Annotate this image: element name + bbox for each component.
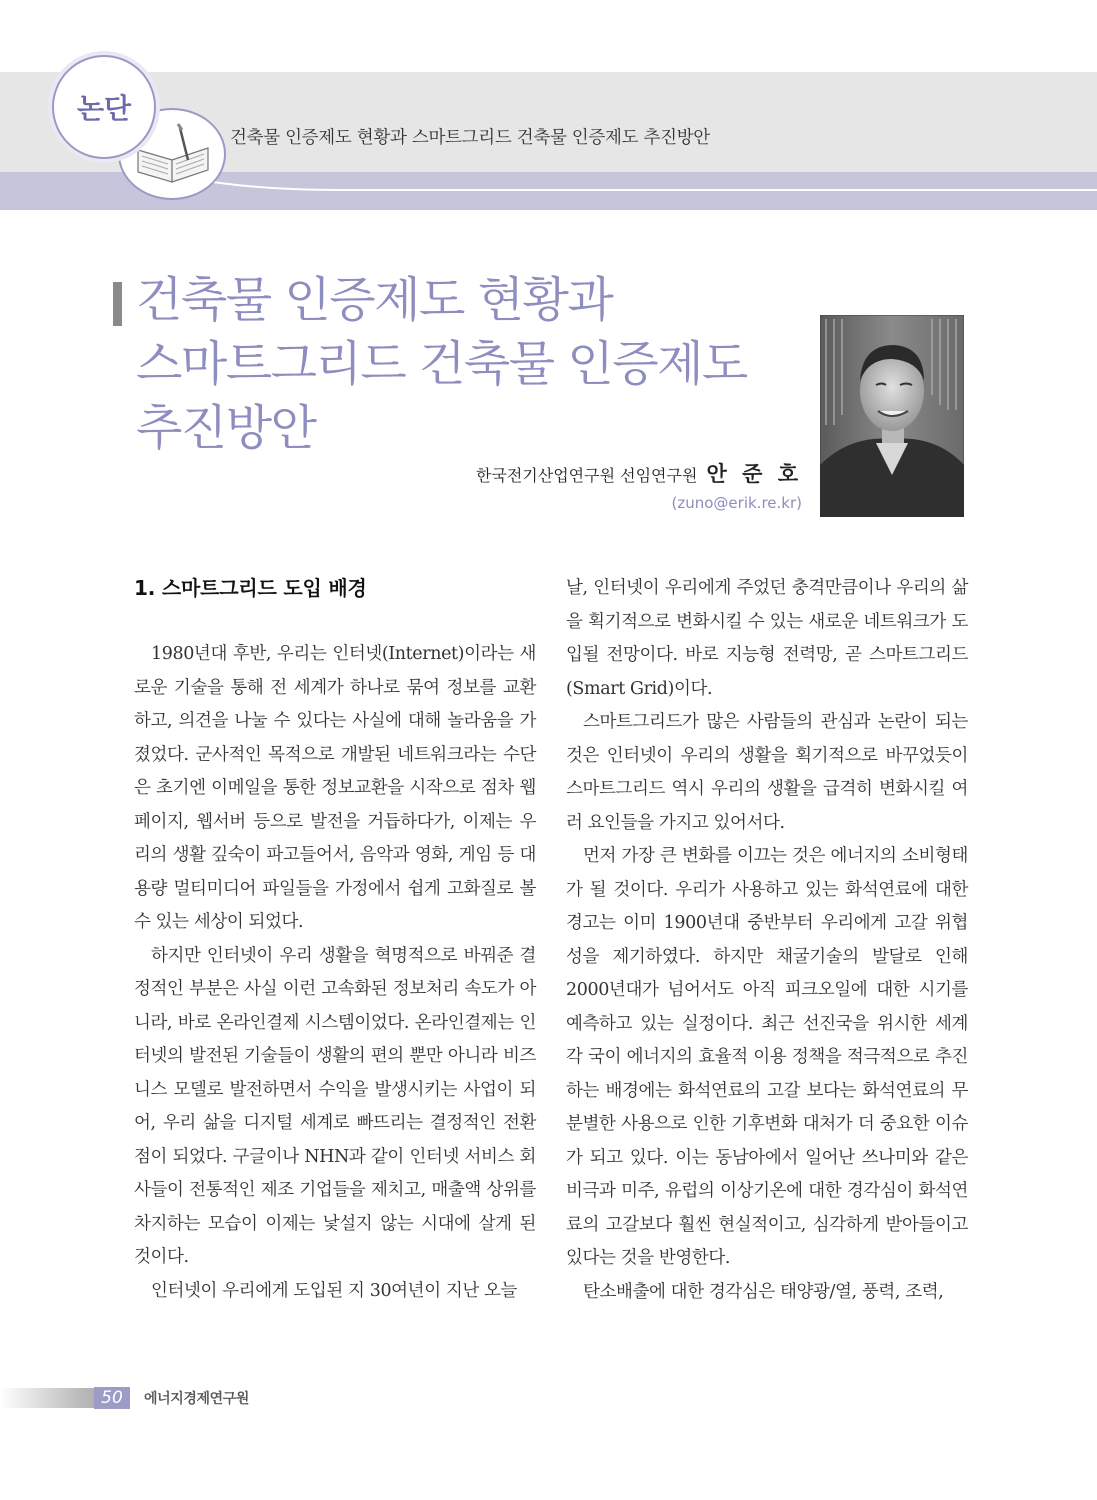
author-name: 안 준 호 xyxy=(706,462,802,486)
header-curve-decoration xyxy=(140,150,1097,210)
body-paragraph: 날, 인터넷이 우리에게 주었던 충격만큼이나 우리의 삶을 획기적으로 변화시킬 수 있는 새로운 네트워크가 도입될 전망이다. 바로 지능형 전력망, 곧 스마트그리드(Smart Grid)이다. xyxy=(566,578,968,699)
body-paragraph: 하지만 인터넷이 우리 생활을 혁명적으로 바꿔준 결정적인 부분은 사실 이런 고속화된 정보처리 속도가 아니라, 바로 온라인결제 시스템이었다. 온라인결제는 인터넷의 발전된 기술들이 생활의 편의 뿐만 아니라 비즈니스 모델로 발전하면서 수익을 발생시키는 사업이 되어, 우리 삶을 디지털 세계로 빠뜨리는 결정적인 전환점이 되었다. 구글이나 NHN과 같이 인터넷 서비스 회사들이 전통적인 제조 기업들을 제치고, 매출액 상위를 차지하는 모습이 이제는 낯설지 않는 시대에 살게 된 것이다. xyxy=(134,945,536,1267)
body-paragraph: 1980년대 후반, 우리는 인터넷(Internet)이라는 새로운 기술을 통해 전 세계가 하나로 묶여 정보를 교환하고, 의견을 나눌 수 있다는 사실에 대해 놀라움을 가졌었다. 군사적인 목적으로 개발된 네트워크라는 수단은 초기엔 이메일을 통한 정보교환을 시작으로 점차 웹페이지, 웹서버 등으로 발전을 거듭하다가, 이제는 우리의 생활 깊숙이 파고들어서, 음악과 영화, 게임 등 대용량 멀티미디어 파일들을 가정에서 쉽게 고화질로 볼 수 있는 세상이 되었다. xyxy=(134,644,536,932)
body-paragraph: 먼저 가장 큰 변화를 이끄는 것은 에너지의 소비형태가 될 것이다. 우리가 사용하고 있는 화석연료에 대한 경고는 이미 1900년대 중반부터 우리에게 고갈 위협성을 제기하였다. 하지만 채굴기술의 발달로 인해 2000년대가 넘어서도 아직 피크오일에 대한 시기를 예측하고 있는 실정이다. 최근 선진국을 위시한 세계 각 국이 에너지의 효율적 이용 정책을 적극적으로 추진하는 배경에는 화석연료의 고갈 보다는 화석연료의 무분별한 사용으로 인한 기후변화 대처가 더 중요한 이슈가 되고 있다. 이는 동남아에서 일어난 쓰나미와 같은 비극과 미주, 유럽의 이상기온에 대한 경각심이 화석연료의 고갈보다 훨씬 현실적이고, 심각하게 받아들이고 있다는 것을 반영한다. xyxy=(566,846,968,1268)
article-title xyxy=(136,268,747,460)
author-affiliation: 한국전기산업연구원 선임연구원 xyxy=(475,466,698,485)
article-title-line: 건축물 인증제도 현황과 xyxy=(136,272,613,328)
article-title-line: 스마트그리드 건축물 인증제도 xyxy=(136,336,747,392)
author-email: (zuno@erik.re.kr) xyxy=(671,494,802,512)
title-bar-decoration xyxy=(113,282,122,326)
body-paragraph: 스마트그리드가 많은 사람들의 관심과 논란이 되는 것은 인터넷이 우리의 생활을 획기적으로 바꾸었듯이 스마트그리드 역시 우리의 생활을 급격히 변화시킬 여러 요인들을 가지고 있어서다. xyxy=(566,712,968,833)
body-column-left xyxy=(134,572,536,1308)
section-label: 논단 xyxy=(76,92,132,125)
running-title: 건축물 인증제도 현황과 스마트그리드 건축물 인증제도 추진방안 xyxy=(230,128,710,148)
author-line xyxy=(420,458,802,488)
author-photo xyxy=(820,315,964,517)
article-title-line: 추진방안 xyxy=(136,400,316,456)
body-paragraph: 인터넷이 우리에게 도입된 지 30여년이 지난 오늘 xyxy=(151,1280,518,1301)
section-heading: 1. 스마트그리드 도입 배경 xyxy=(134,576,367,600)
body-column-right xyxy=(566,572,968,1309)
section-badge xyxy=(52,55,156,159)
page-number: 50 xyxy=(94,1387,130,1409)
body-paragraph: 탄소배출에 대한 경각심은 태양광/열, 풍력, 조력, xyxy=(583,1281,944,1302)
footer-publisher: 에너지경제연구원 xyxy=(144,1391,249,1407)
